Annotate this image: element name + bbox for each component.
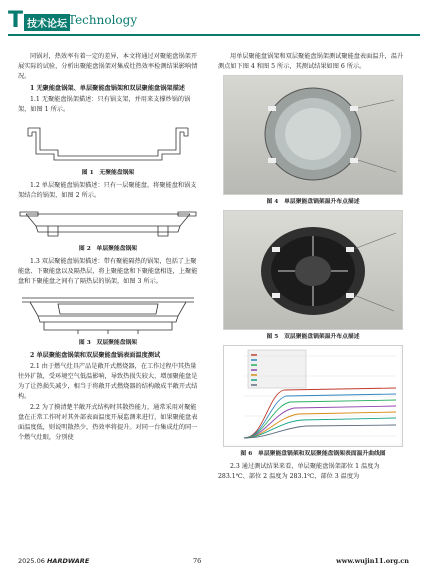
journal-logo: T xyxy=(8,8,24,33)
double-layer-rack-image xyxy=(224,211,402,329)
temperature-curve-image xyxy=(224,346,400,444)
figure-caption: 图 3 双层聚能盘锅架 xyxy=(78,340,138,346)
figure-3-drawing xyxy=(18,288,198,336)
section-title: Technology xyxy=(68,13,138,27)
figure-2-drawing xyxy=(18,202,198,242)
paragraph: 1.1 无聚能盘锅架描述：只有锅支架，并用来支撑炒锅的锅架，如图 1 所示。 xyxy=(18,96,191,113)
section-heading: 1 无聚能盘锅架、单层聚能盘锅架和双层聚能盘锅架描述 xyxy=(30,85,185,92)
paragraph: 1.2 单层聚能盘锅架描述：只有一层聚能盘，将聚能盘和锅支架结合的锅架，如图 2 所示。 xyxy=(18,182,197,199)
figure-caption: 图 6 单层聚能盘锅架和双层聚能盘锅架表面温升曲线图 xyxy=(240,451,386,457)
journal-name: HARDWARE xyxy=(46,557,90,565)
paragraph: 2.3 通过测试结果来看，单层聚能盘锅架部位 1 温度为 283.1℃、部位 2 温度为 283.1℃、部位 3 温度为 xyxy=(218,463,380,480)
paragraph: 2.2 为了摸清楚半敞开式结构时其散热能力，通常采用对聚能盘在正常工作时对其外部表面温度开展监测来进行，如果聚能盘表面温度低，则说明散热少，热效率将提升。对同一台集成灶的同一个燃气灶眼，分别使 xyxy=(18,404,198,441)
page-footer xyxy=(18,557,409,567)
figure-6-curve xyxy=(223,345,403,447)
right-column xyxy=(218,52,408,483)
left-column xyxy=(18,52,198,444)
figure-4-photo xyxy=(223,75,403,195)
figure-1-drawing xyxy=(18,116,198,166)
page-number: 76 xyxy=(193,557,202,565)
single-layer-rack-image xyxy=(224,76,402,194)
figure-5-photo xyxy=(223,210,403,330)
figure-caption: 图 4 单层聚能盘锅架温升布点描述 xyxy=(266,199,360,205)
figure-caption: 图 5 双层聚能盘锅架温升布点描述 xyxy=(266,334,360,340)
issue-date: 2025.06 xyxy=(18,557,45,565)
figure-caption: 图 1 无聚能盘锅架 xyxy=(81,170,135,176)
header-rule xyxy=(8,34,420,36)
paragraph: 用单层聚能盘锅架和双层聚能盘锅架测试聚能盘表面温升，温升测点如下图 4 和图 5 所示，其测试结果如图 6 所示。 xyxy=(218,53,404,70)
page-header xyxy=(8,8,420,36)
website-link[interactable]: www.wujin11.org.cn xyxy=(336,557,409,565)
paragraph: 1.3 双层聚能盘锅架描述：带有聚能隔热的锅架，包括了上聚能盘、下聚能盘以及隔热层，将上聚能盘和下聚能盘相连，上聚能盘和下聚能盘之间有了隔热层的锅架，如图 3 所示。 xyxy=(18,258,198,285)
section-heading: 2 单层聚能盘锅架和双层聚能盘锅表面温度测试 xyxy=(30,352,161,359)
issue-and-journal xyxy=(18,557,89,565)
figure-caption: 图 2 单层聚能盘锅架 xyxy=(78,246,138,252)
paragraph: 同锅对，热效率有着一定的差异，本文将通过对聚能盘锅架开展实际的试验，分析出聚能盘锅架对集成灶热效率检测结果影响情况。 xyxy=(18,53,198,80)
section-badge: 技术论坛 xyxy=(24,14,70,31)
paragraph: 2.1 由于燃气灶具产品是敞开式燃烧器，在工作过程中其热量往外扩散，受环境空气低温影响，导致热损失较大，增加聚能盘是为了让热损失减少，相当于将敞开式燃烧器的结构敞成半敞开式结构。 xyxy=(18,363,198,400)
